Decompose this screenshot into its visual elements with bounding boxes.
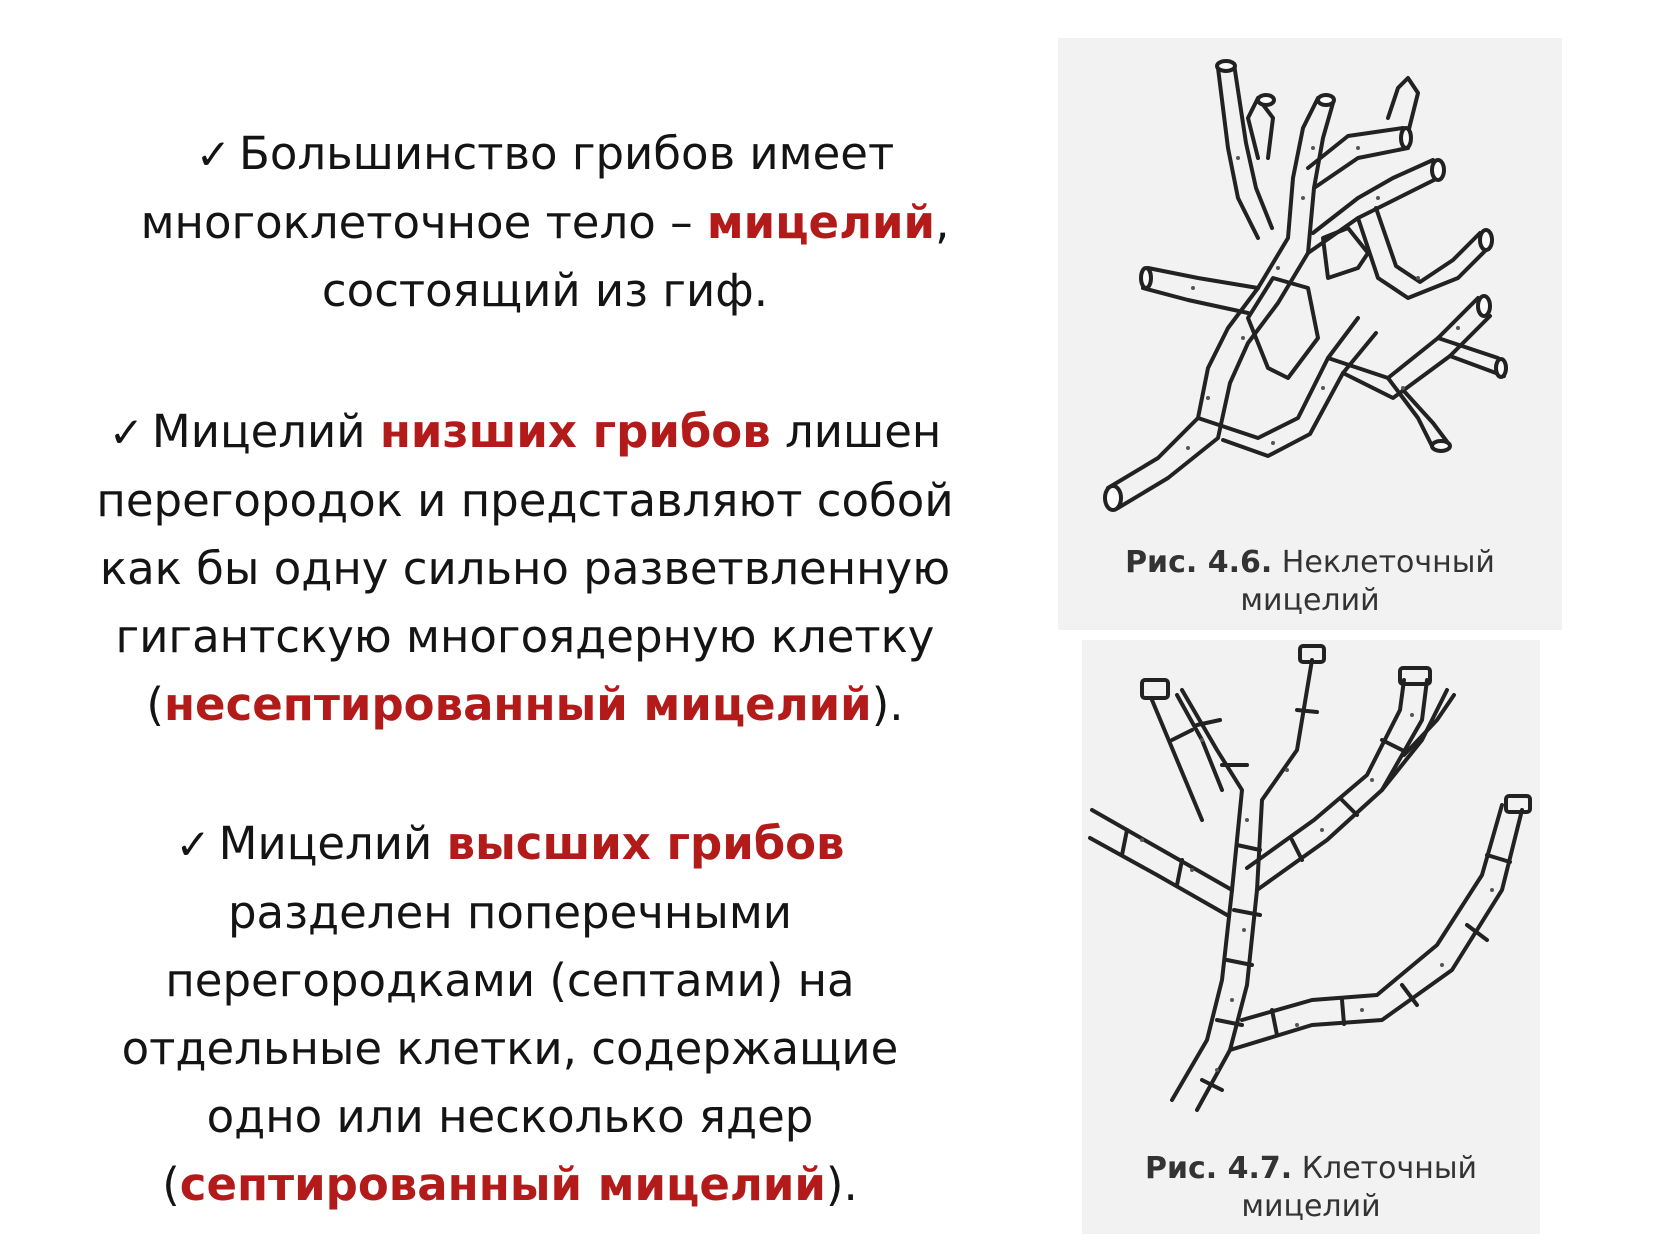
bullet-2-text-mid: лишен перегородок и представляют собой как бы одну сильно разветвленную гигантскую многоядерную клетку ( bbox=[96, 405, 954, 731]
bullet-2-highlight-2: несептированный мицелий bbox=[163, 678, 872, 731]
bullet-3-text: Мицелий bbox=[218, 817, 447, 870]
check-icon: ✓ bbox=[108, 408, 144, 457]
figure-1-caption bbox=[1058, 544, 1562, 620]
figure-septate-mycelium bbox=[1082, 640, 1540, 1234]
figure-1-number: Рис. 4.6. bbox=[1125, 545, 1273, 580]
bullet-2-text-end: ). bbox=[871, 678, 904, 731]
septate-mycelium-illustration bbox=[1082, 640, 1540, 1140]
bullet-2 bbox=[90, 398, 960, 739]
figure-2-number: Рис. 4.7. bbox=[1144, 1151, 1293, 1186]
bullet-3 bbox=[60, 810, 960, 1219]
figure-1-title: Неклеточный bbox=[1281, 545, 1495, 580]
figure-2-title-line2: мицелий bbox=[1241, 1189, 1381, 1224]
check-icon: ✓ bbox=[175, 820, 211, 869]
bullet-1-text-end: , состоящий из гиф. bbox=[321, 196, 950, 317]
figure-2-title: Клеточный bbox=[1301, 1151, 1478, 1186]
bullet-3-highlight-2: септированный мицелий bbox=[179, 1158, 826, 1211]
figure-nonseptate-mycelium bbox=[1058, 38, 1562, 630]
bullet-3-text-mid: разделен поперечными перегородками (септами) на отдельные клетки, содержащие одно или несколько ядер ( bbox=[121, 886, 899, 1211]
check-icon: ✓ bbox=[195, 130, 231, 179]
bullet-3-text-end: ). bbox=[825, 1158, 858, 1211]
figure-1-title-line2: мицелий bbox=[1240, 583, 1380, 618]
bullet-3-highlight: высших грибов bbox=[446, 817, 845, 870]
figure-2-caption bbox=[1082, 1150, 1540, 1226]
bullet-2-text: Мицелий bbox=[151, 405, 380, 458]
bullet-1-highlight: мицелий bbox=[706, 196, 936, 249]
bullet-1-text: Большинство грибов имеет многоклеточное тело – bbox=[140, 127, 895, 249]
bullet-1 bbox=[120, 120, 970, 325]
nonseptate-mycelium-illustration bbox=[1058, 38, 1562, 538]
bullet-2-highlight: низших грибов bbox=[379, 405, 771, 458]
